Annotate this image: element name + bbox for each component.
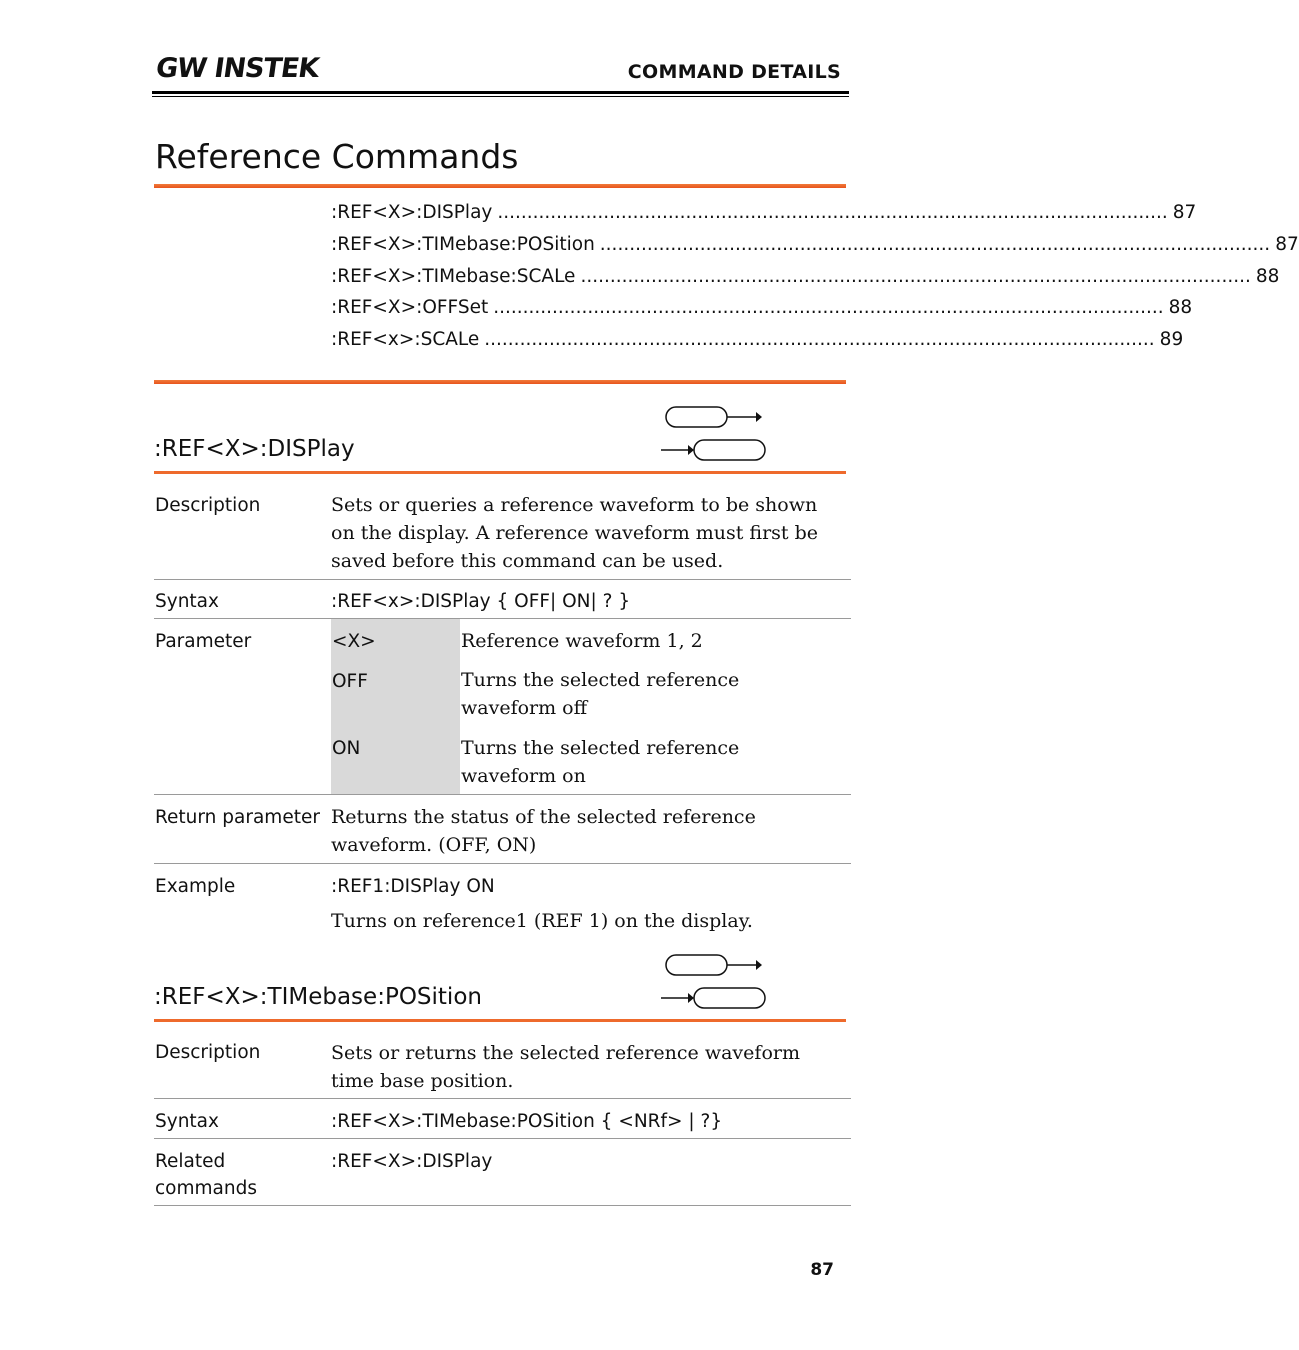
header-rule-thin — [152, 96, 849, 97]
toc-divider — [154, 380, 846, 384]
syntax-value: :REF<X>:TIMebase:POSition { <NRf> | ?} — [331, 1111, 723, 1132]
header-section-title: COMMAND DETAILS — [627, 61, 841, 83]
toc-leader-dots: .................................................................................................................. — [493, 297, 1164, 318]
related-command-link[interactable]: :REF<X>:DISPlay — [331, 1151, 493, 1172]
return-parameter-line: Returns the status of the selected reference — [331, 806, 756, 828]
syntax-value: :REF<x>:DISPlay { OFF| ON| ? } — [331, 591, 631, 612]
toc-entry-name: :REF<X>:TIMebase:POSition — [331, 234, 595, 255]
parameter-name: <X> — [332, 631, 376, 652]
table-row-divider — [154, 618, 851, 619]
related-commands-label: commands — [155, 1178, 257, 1199]
toc-entry-page: 88 — [1255, 266, 1280, 287]
example-description: Turns on reference1 (REF 1) on the display. — [331, 910, 753, 932]
table-row-divider — [154, 863, 851, 864]
description-line: saved before this command can be used. — [331, 550, 724, 572]
toc-leader-dots: .................................................................................................................. — [599, 234, 1271, 255]
return-parameter-label: Return parameter — [155, 807, 320, 828]
toc-entry[interactable] — [331, 232, 1299, 258]
gw-instek-logo: GW INSTEK — [153, 53, 321, 84]
toc-entry[interactable] — [331, 200, 1197, 226]
section-title: :REF<X>:TIMebase:POSition — [154, 984, 482, 1010]
toc-entry[interactable] — [331, 327, 1184, 353]
table-row-divider — [154, 794, 851, 795]
page-number: 87 — [810, 1260, 834, 1280]
parameter-desc: waveform off — [461, 697, 588, 719]
toc-leader-dots: .................................................................................................................. — [580, 266, 1251, 287]
toc-entry[interactable] — [331, 295, 1193, 321]
description-line: Sets or returns the selected reference waveform — [331, 1042, 800, 1064]
example-label: Example — [155, 876, 236, 897]
toc-entry-page: 89 — [1159, 329, 1184, 350]
parameter-label: Parameter — [155, 631, 252, 652]
parameter-desc: Turns the selected reference — [461, 737, 740, 759]
description-label: Description — [155, 1042, 261, 1063]
table-row-divider — [154, 1138, 851, 1139]
title-divider — [154, 184, 846, 188]
description-line: Sets or queries a reference waveform to be shown — [331, 494, 818, 516]
parameter-desc: Reference waveform 1, 2 — [461, 630, 703, 652]
related-commands-label: Related — [155, 1151, 226, 1172]
set-query-icon — [658, 950, 768, 1010]
table-row-divider — [154, 579, 851, 580]
section-divider — [154, 1019, 846, 1022]
syntax-label: Syntax — [155, 1111, 219, 1132]
section-divider — [154, 471, 846, 474]
syntax-label: Syntax — [155, 591, 219, 612]
section-title: :REF<X>:DISPlay — [154, 436, 355, 462]
example-command: :REF1:DISPlay ON — [331, 876, 495, 897]
description-label: Description — [155, 495, 261, 516]
parameter-name: ON — [332, 738, 361, 759]
toc-leader-dots: .................................................................................................................. — [484, 329, 1155, 350]
toc-entry[interactable] — [331, 264, 1280, 290]
toc-entry-name: :REF<X>:TIMebase:SCALe — [331, 266, 576, 287]
toc-entry-name: :REF<X>:OFFSet — [331, 297, 489, 318]
chapter-title: Reference Commands — [155, 137, 519, 176]
header-rule — [152, 91, 849, 94]
return-parameter-line: waveform. (OFF, ON) — [331, 834, 537, 856]
toc-entry-name: :REF<x>:SCALe — [331, 329, 480, 350]
description-line: on the display. A reference waveform must first be — [331, 522, 819, 544]
set-query-icon — [658, 402, 768, 462]
parameter-name: OFF — [332, 671, 368, 692]
toc-entry-page: 88 — [1168, 297, 1193, 318]
toc-leader-dots: .................................................................................................................. — [497, 202, 1168, 223]
toc-entry-page: 87 — [1275, 234, 1299, 255]
table-row-divider — [154, 1205, 851, 1206]
table-row-divider — [154, 1098, 851, 1099]
toc-entry-page: 87 — [1172, 202, 1197, 223]
toc-entry-name: :REF<X>:DISPlay — [331, 202, 493, 223]
parameter-desc: Turns the selected reference — [461, 669, 740, 691]
parameter-desc: waveform on — [461, 765, 586, 787]
description-line: time base position. — [331, 1070, 514, 1092]
